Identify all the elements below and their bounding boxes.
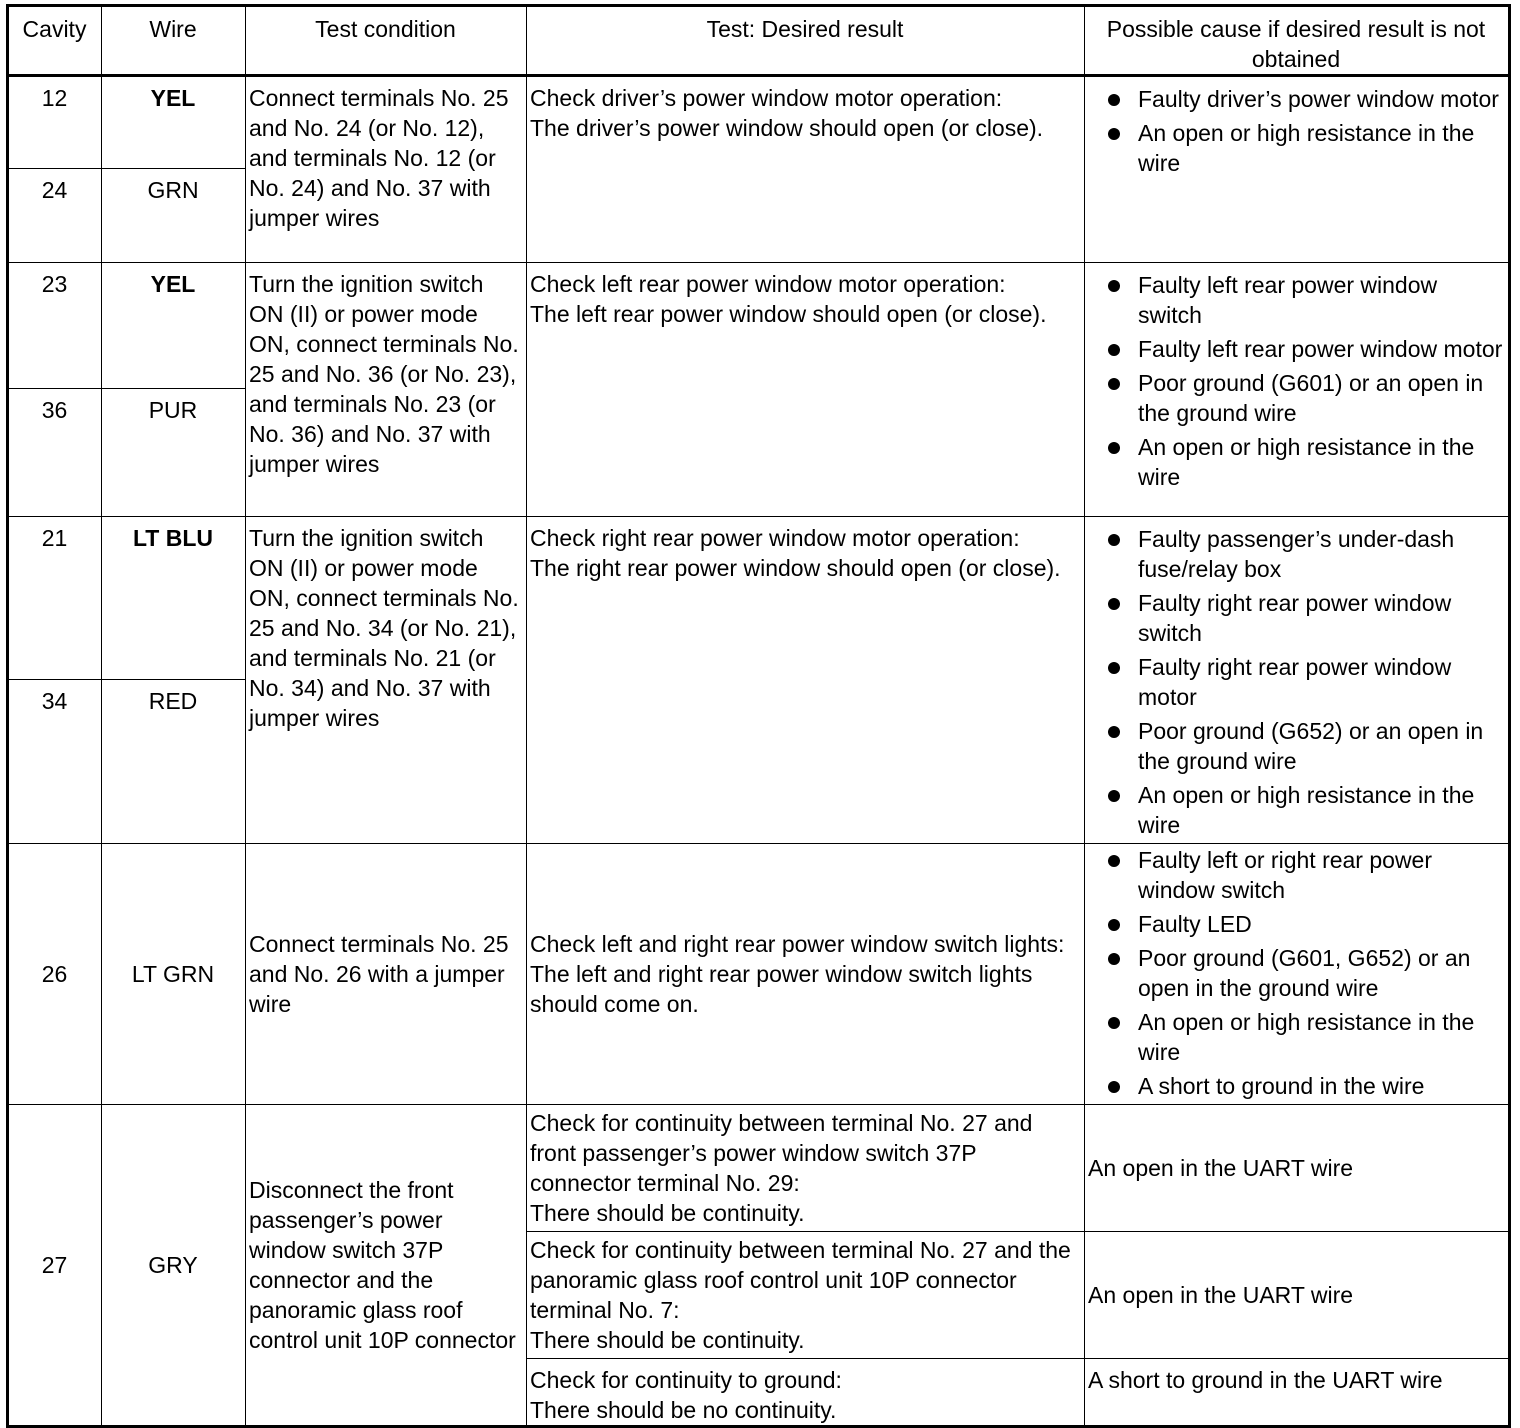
table-row bbox=[8, 517, 1510, 680]
header-cavity: Cavity bbox=[8, 6, 102, 76]
result-expect-text: The right rear power window should open (or close). bbox=[530, 555, 1061, 581]
result-expect-text: There should be no continuity. bbox=[530, 1397, 837, 1423]
desired-result-cell bbox=[527, 517, 1085, 844]
result-expect-text: The driver’s power window should open (or close). bbox=[530, 115, 1044, 141]
test-condition-cell: Turn the ignition switch ON (II) or power mode ON, connect terminals No. 25 and No. 34 (or No. 21), and terminals No. 21 (or No. 34) and No. 37 with jumper wires bbox=[246, 517, 527, 844]
possible-cause-cell bbox=[1085, 844, 1510, 1105]
possible-cause-cell: An open in the UART wire bbox=[1085, 1232, 1510, 1359]
cavity-cell: 24 bbox=[8, 169, 102, 263]
wire-cell: GRY bbox=[102, 1105, 246, 1427]
cause-item: Faulty right rear power window switch bbox=[1088, 587, 1504, 648]
header-desired-result: Test: Desired result bbox=[527, 6, 1085, 76]
cause-item: Faulty left or right rear power window switch bbox=[1088, 844, 1504, 905]
cause-item: An open or high resistance in the wire bbox=[1088, 779, 1504, 840]
wire-cell: RED bbox=[102, 679, 246, 843]
possible-cause-cell bbox=[1085, 76, 1510, 263]
result-expect-text: The left rear power window should open (or close). bbox=[530, 301, 1047, 327]
desired-result-cell bbox=[527, 1105, 1085, 1232]
result-check-text: Check for continuity between terminal No. 27 and the panoramic glass roof control unit 10P connector terminal No. 7: bbox=[530, 1237, 1071, 1323]
desired-result-cell bbox=[527, 844, 1085, 1105]
table-row bbox=[8, 263, 1510, 389]
cavity-cell: 36 bbox=[8, 389, 102, 517]
test-condition-cell: Disconnect the front passenger’s power window switch 37P connector and the panoramic glass roof control unit 10P connector bbox=[246, 1105, 527, 1427]
result-expect-text: There should be continuity. bbox=[530, 1200, 805, 1226]
cause-item: Faulty left rear power window switch bbox=[1088, 269, 1504, 330]
header-test-condition: Test condition bbox=[246, 6, 527, 76]
cavity-cell: 23 bbox=[8, 263, 102, 389]
desired-result-cell bbox=[527, 1232, 1085, 1359]
cause-item: Faulty LED bbox=[1088, 908, 1504, 939]
test-condition-cell: Turn the ignition switch ON (II) or power mode ON, connect terminals No. 25 and No. 36 (or No. 23), and terminals No. 23 (or No. 36) and No. 37 with jumper wires bbox=[246, 263, 527, 517]
wire-cell: YEL bbox=[102, 76, 246, 169]
possible-cause-cell bbox=[1085, 517, 1510, 844]
result-check-text: Check left rear power window motor operation: bbox=[530, 271, 1006, 297]
desired-result-cell bbox=[527, 76, 1085, 263]
wire-cell: PUR bbox=[102, 389, 246, 517]
result-check-text: Check driver’s power window motor operation: bbox=[530, 85, 1003, 111]
cavity-cell: 26 bbox=[8, 844, 102, 1105]
result-check-text: Check for continuity to ground: bbox=[530, 1367, 842, 1393]
cause-item: Poor ground (G601, G652) or an open in the ground wire bbox=[1088, 942, 1504, 1003]
table-row bbox=[8, 1105, 1510, 1232]
desired-result-cell bbox=[527, 263, 1085, 517]
wire-cell: GRN bbox=[102, 169, 246, 263]
cause-item: Poor ground (G601) or an open in the ground wire bbox=[1088, 367, 1504, 428]
header-possible-cause: Possible cause if desired result is not obtained bbox=[1085, 6, 1510, 76]
test-condition-cell: Connect terminals No. 25 and No. 24 (or No. 12), and terminals No. 12 (or No. 24) and No. 37 with jumper wires bbox=[246, 76, 527, 263]
cause-item: Poor ground (G652) or an open in the ground wire bbox=[1088, 715, 1504, 776]
possible-cause-cell bbox=[1085, 263, 1510, 517]
table-row bbox=[8, 844, 1510, 1105]
cause-item: An open or high resistance in the wire bbox=[1088, 431, 1504, 492]
cavity-cell: 34 bbox=[8, 679, 102, 843]
desired-result-cell bbox=[527, 1359, 1085, 1427]
cause-item: Faulty left rear power window motor bbox=[1088, 333, 1504, 364]
table-row bbox=[8, 76, 1510, 169]
wire-cell: YEL bbox=[102, 263, 246, 389]
cause-item: Faulty driver’s power window motor bbox=[1088, 83, 1504, 114]
possible-cause-cell: A short to ground in the UART wire bbox=[1085, 1359, 1510, 1427]
result-expect-text: There should be continuity. bbox=[530, 1327, 805, 1353]
cause-item: A short to ground in the wire bbox=[1088, 1070, 1504, 1101]
wire-cell: LT BLU bbox=[102, 517, 246, 680]
result-check-text: Check for continuity between terminal No. 27 and front passenger’s power window switch 37P connector terminal No. 29: bbox=[530, 1110, 1033, 1196]
wire-test-table bbox=[6, 4, 1511, 1428]
test-condition-cell: Connect terminals No. 25 and No. 26 with a jumper wire bbox=[246, 844, 527, 1105]
possible-cause-cell: An open in the UART wire bbox=[1085, 1105, 1510, 1232]
wire-cell: LT GRN bbox=[102, 844, 246, 1105]
result-check-text: Check right rear power window motor operation: bbox=[530, 525, 1020, 551]
header-row bbox=[8, 6, 1510, 76]
cause-item: An open or high resistance in the wire bbox=[1088, 1006, 1504, 1067]
cavity-cell: 12 bbox=[8, 76, 102, 169]
result-check-text: Check left and right rear power window switch lights: bbox=[530, 931, 1065, 957]
cause-item: An open or high resistance in the wire bbox=[1088, 117, 1504, 178]
cavity-cell: 27 bbox=[8, 1105, 102, 1427]
cause-item: Faulty right rear power window motor bbox=[1088, 651, 1504, 712]
cause-item: Faulty passenger’s under-dash fuse/relay box bbox=[1088, 523, 1504, 584]
cavity-cell: 21 bbox=[8, 517, 102, 680]
header-wire: Wire bbox=[102, 6, 246, 76]
result-expect-text: The left and right rear power window switch lights should come on. bbox=[530, 961, 1033, 1017]
